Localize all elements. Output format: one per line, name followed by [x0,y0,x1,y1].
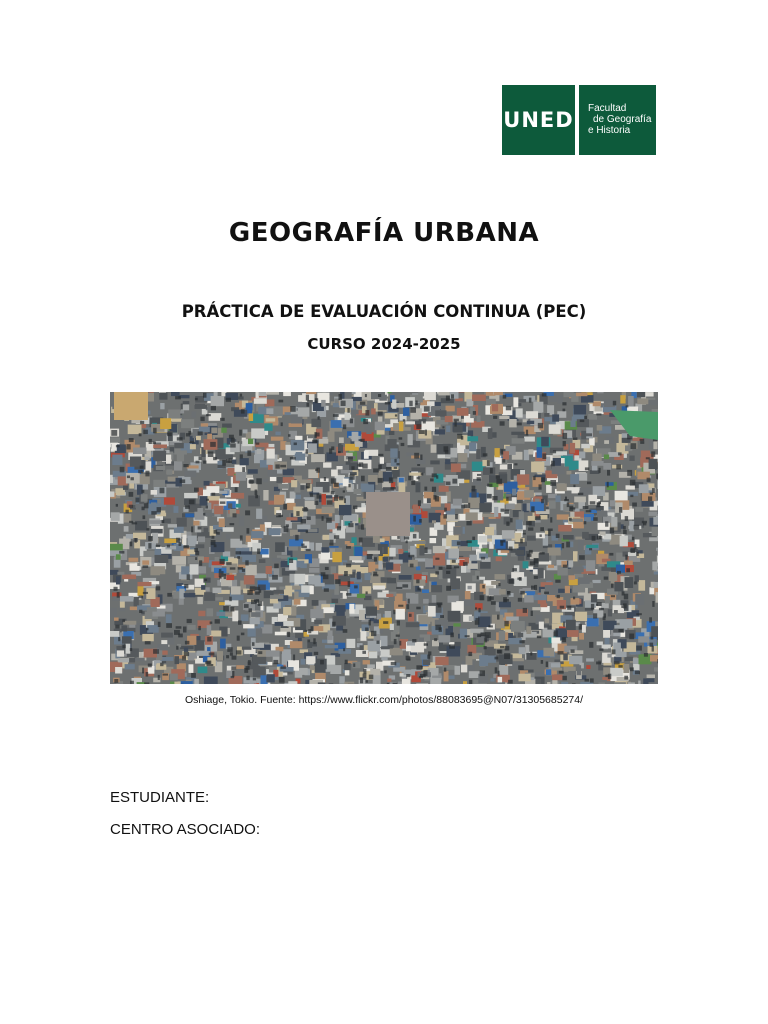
document-subtitle: PRÁCTICA DE EVALUACIÓN CONTINUA (PEC) [181,302,587,321]
uned-logo [502,85,656,155]
student-label: ESTUDIANTE: [110,789,210,806]
uned-logo-text: UNED [503,108,574,132]
uned-logo-mark [502,85,575,155]
faculty-label [579,85,656,155]
aerial-city-photo [110,392,658,684]
photo-caption: Oshiage, Tokio. Fuente: https://www.flickr.com/photos/88083695@N07/31305685274/ [184,694,584,706]
faculty-line-1: Facultad [588,103,627,114]
city-image [110,392,658,684]
faculty-line-3: e Historia [588,125,631,136]
document-title: GEOGRAFÍA URBANA [228,218,540,248]
center-label: CENTRO ASOCIADO: [110,821,261,838]
faculty-line-2: de Geografía [593,114,652,125]
course-year: CURSO 2024-2025 [307,335,461,353]
